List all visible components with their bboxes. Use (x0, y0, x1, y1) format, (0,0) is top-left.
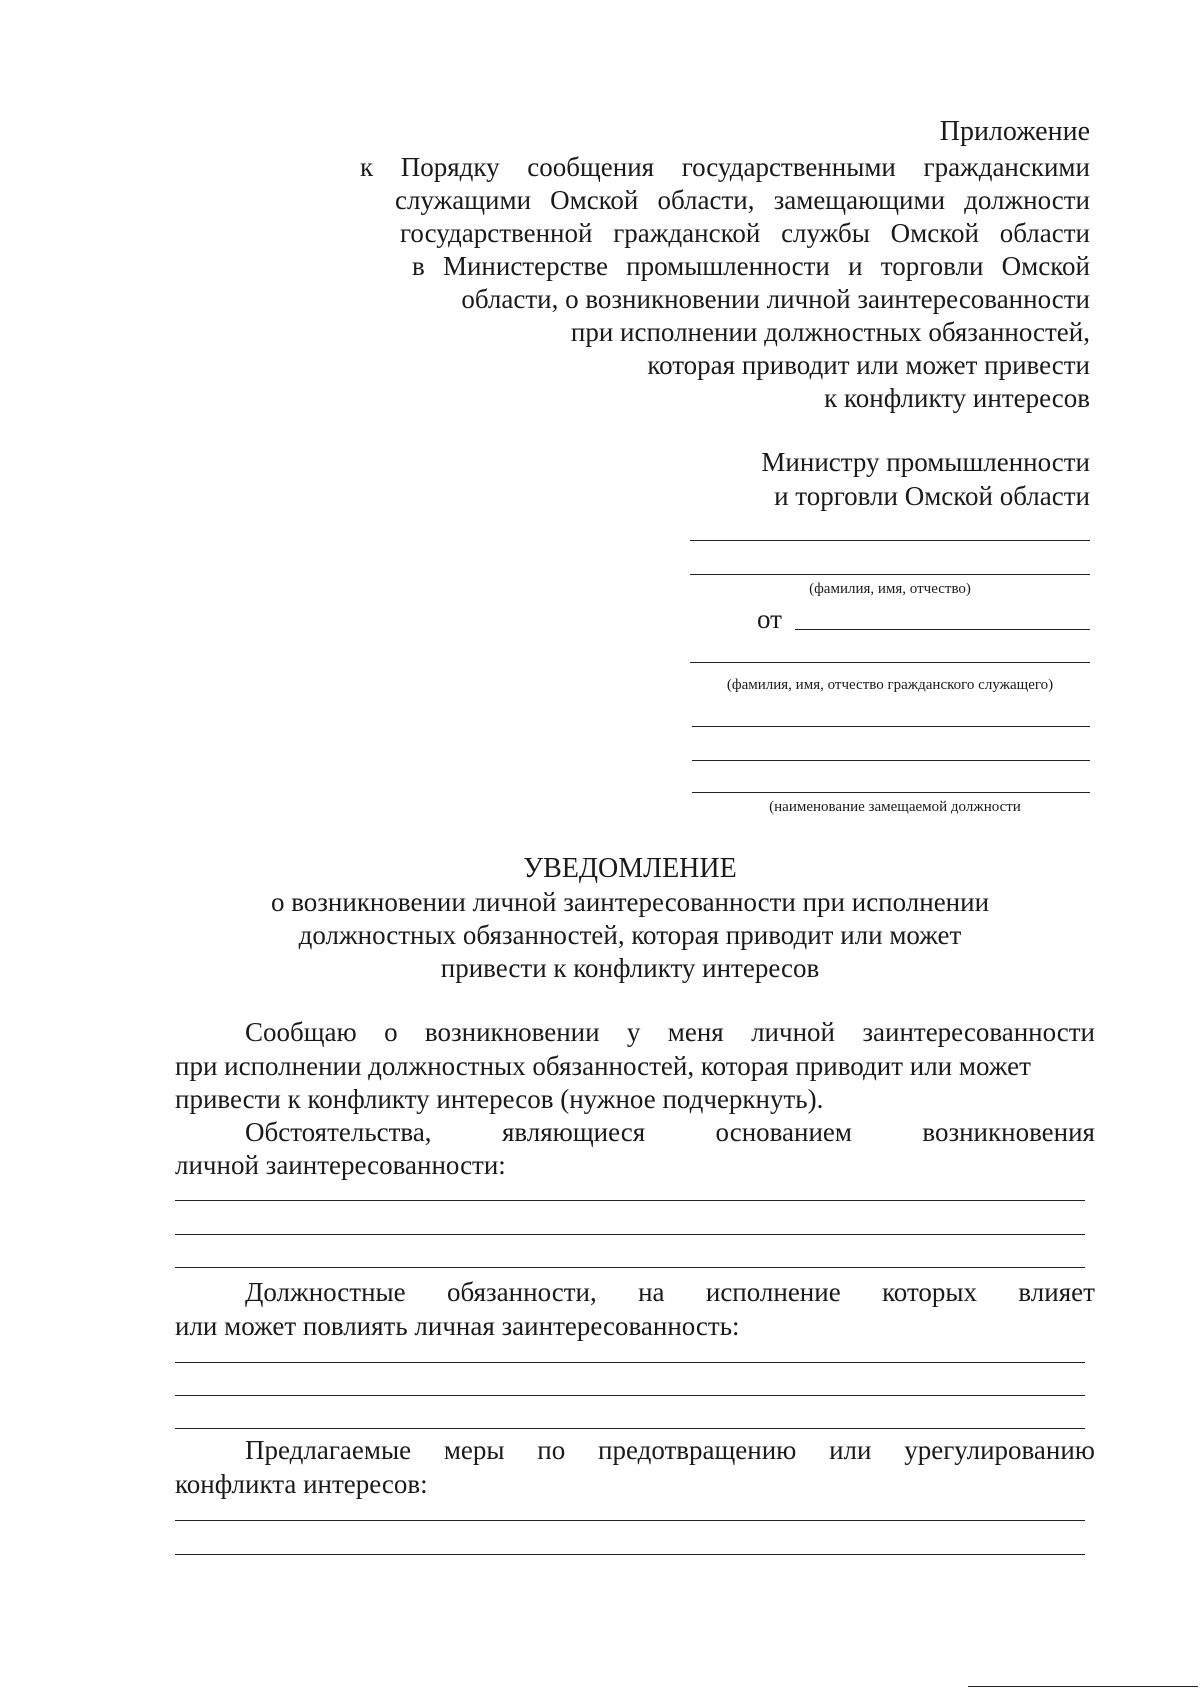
para3-line-1 (245, 1277, 1095, 1308)
word: Порядку (400, 152, 500, 182)
appendix-line-7: которая приводит или может привести (647, 350, 1090, 380)
word: должности (964, 185, 1090, 215)
word: государственной (400, 218, 593, 248)
word: Министерстве (442, 251, 608, 281)
fill-line (690, 540, 1090, 541)
appendix-title: Приложение (939, 116, 1090, 147)
word: Омской (1001, 251, 1090, 281)
word: к (360, 152, 374, 182)
fill-line (690, 574, 1090, 575)
appendix-line-2 (395, 185, 1090, 216)
word: в (412, 251, 425, 281)
word: гражданскими (923, 152, 1090, 182)
word: замещающими (773, 185, 946, 215)
word: сообщения (527, 152, 655, 182)
appendix-line-6: при исполнении должностных обязанностей, (570, 317, 1090, 347)
word: о (384, 1017, 398, 1047)
word: Омской (550, 185, 639, 215)
word: служащими (395, 185, 532, 215)
word: на (638, 1277, 665, 1307)
word: предотвращению (598, 1435, 797, 1465)
word: службы (781, 218, 870, 248)
appendix-line-4 (412, 251, 1090, 282)
word: или (829, 1435, 872, 1465)
para2-line-2: личной заинтересованности: (175, 1150, 506, 1180)
word: торговли (880, 251, 984, 281)
fill-line (692, 726, 1090, 727)
fill-line (175, 1200, 1085, 1201)
scan-artifact-line (968, 1686, 1198, 1687)
word: основанием (715, 1117, 852, 1147)
fill-line (175, 1362, 1085, 1363)
word: влияет (1018, 1277, 1095, 1307)
word: обязанности, (447, 1277, 597, 1307)
word: которых (882, 1277, 978, 1307)
caption-position: (наименование замещаемой должности (769, 799, 1021, 815)
word: личной (751, 1017, 835, 1047)
fill-line (175, 1234, 1085, 1235)
addressee-line-1: Министру промышленности (761, 447, 1090, 477)
appendix-line-8: к конфликту интересов (824, 383, 1090, 413)
para2-line-1 (245, 1117, 1095, 1148)
fill-line (175, 1267, 1085, 1268)
word: Предлагаемые (245, 1435, 412, 1465)
notice-title: УВЕДОМЛЕНИЕ (523, 853, 737, 884)
word: гражданской (613, 218, 761, 248)
para3-line-2: или может повлиять личная заинтересованность: (175, 1311, 740, 1341)
word: исполнение (705, 1277, 841, 1307)
para1-line-1 (245, 1017, 1095, 1048)
fill-line (690, 662, 1090, 663)
word: возникновении (424, 1017, 600, 1047)
para4-line-2: конфликта интересов: (175, 1469, 428, 1499)
para1-line-3: привести к конфликту интересов (нужное подчеркнуть). (175, 1084, 824, 1114)
fill-line (692, 760, 1090, 761)
word: у (626, 1017, 641, 1047)
word: меры (443, 1435, 505, 1465)
word: Обстоятельства, (245, 1117, 432, 1147)
caption-fio-servant: (фамилия, имя, отчество гражданского служащего) (726, 677, 1054, 693)
notice-subtitle-1: о возникновении личной заинтересованности при исполнении (270, 887, 990, 917)
word: заинтересованности (862, 1017, 1095, 1047)
notice-subtitle-2: должностных обязанностей, которая приводит или может (298, 920, 962, 950)
addressee-line-2: и торговли Омской области (774, 481, 1090, 511)
word: и (848, 251, 863, 281)
word: Омской (890, 218, 979, 248)
word: являющиеся (501, 1117, 646, 1147)
word: области (999, 218, 1090, 248)
fill-line (175, 1428, 1085, 1429)
word: урегулированию (904, 1435, 1095, 1465)
fill-line (175, 1395, 1085, 1396)
word: Сообщаю (245, 1017, 357, 1047)
para1-line-2: при исполнении должностных обязанностей, которая приводит или может (175, 1051, 1031, 1081)
word: области, (657, 185, 755, 215)
from-label: от (757, 604, 782, 634)
appendix-line-1 (360, 152, 1090, 183)
word: государственными (681, 152, 896, 182)
word: возникновения (922, 1117, 1095, 1147)
para4-line-1 (245, 1435, 1095, 1466)
fill-line (692, 792, 1090, 793)
caption-fio: (фамилия, имя, отчество) (809, 581, 971, 597)
word: меня (667, 1017, 724, 1047)
fill-line (175, 1554, 1085, 1555)
fill-line (175, 1520, 1085, 1521)
word: промышленности (626, 251, 830, 281)
appendix-line-3 (400, 218, 1090, 249)
appendix-line-5: области, о возникновении личной заинтересованности (461, 284, 1090, 314)
notice-subtitle-3: привести к конфликту интересов (440, 953, 820, 983)
word: по (537, 1435, 566, 1465)
fill-line (795, 629, 1090, 630)
word: Должностные (245, 1277, 406, 1307)
